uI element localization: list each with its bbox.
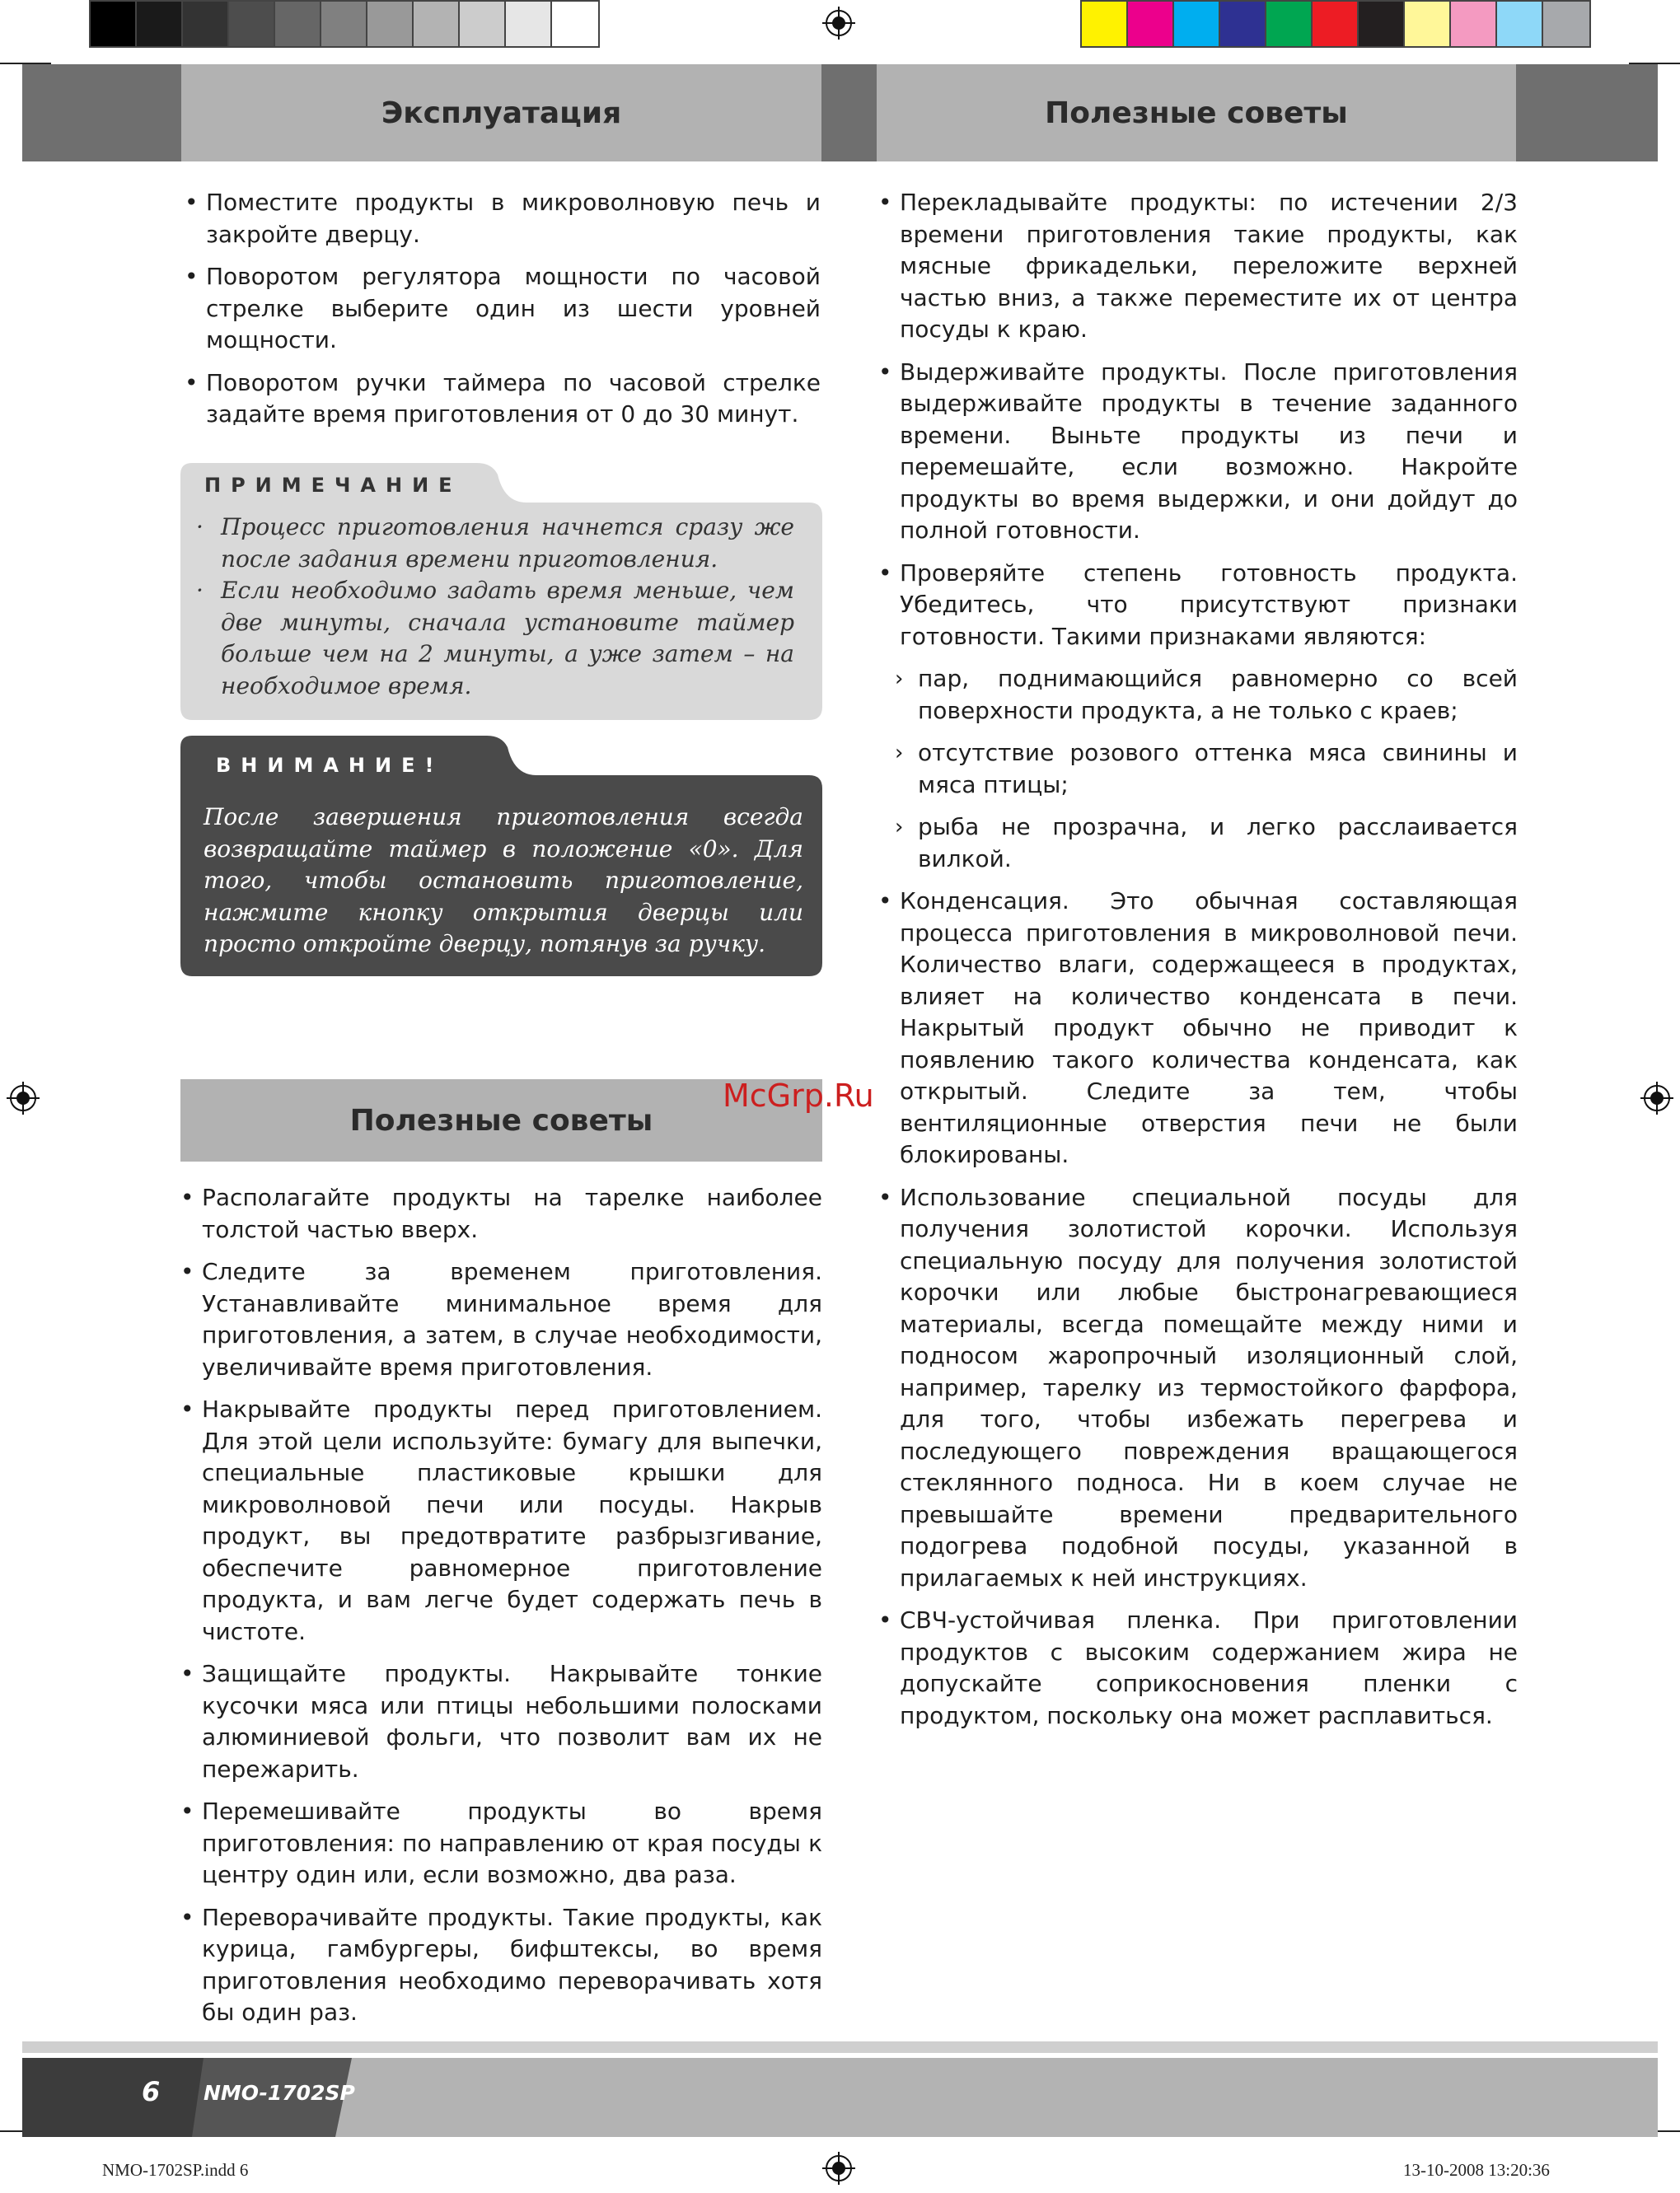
- bullet-icon: •: [878, 887, 892, 914]
- bullet-icon: ·: [196, 513, 204, 540]
- bullet-icon: •: [185, 368, 199, 396]
- color-swatch: [1266, 2, 1313, 46]
- bullet-icon: •: [878, 189, 892, 216]
- list-item: • Поместите продукты в микроволновую печь и закройте дверцу.: [185, 189, 821, 248]
- bullet-icon: •: [878, 1606, 892, 1634]
- color-swatch: [1313, 2, 1359, 46]
- color-swatch: [321, 2, 367, 46]
- section-title: Полезные советы: [349, 1103, 653, 1138]
- section-header-operation: [181, 64, 821, 161]
- sub-list-item: › рыба не прозрачна, и легко расслаивается вилкой.: [895, 813, 1518, 872]
- slug-date: 13-10-2008 13:20:36: [1403, 2160, 1550, 2180]
- list-item: • Защищайте продукты. Накрывайте тонкие кусочки мяса или птицы небольшими полосками алюминиевой фольги, что позволит вам их не пережарить.: [180, 1660, 822, 1783]
- bullet-icon: •: [180, 1903, 194, 1931]
- color-swatch: [552, 2, 598, 46]
- section-title: Эксплуатация: [381, 96, 622, 130]
- color-swatch: [137, 2, 183, 46]
- operation-list: [185, 187, 821, 442]
- bullet-icon: •: [180, 1184, 194, 1211]
- tips-list-left: [180, 1182, 822, 2040]
- note-item: · Процесс приготовления начнется сразу же после задания времени приготовления.: [196, 513, 794, 573]
- bullet-icon: •: [180, 1798, 194, 1825]
- color-swatch: [1082, 2, 1128, 46]
- list-item: • Располагайте продукты на тарелке наиболее толстой частью вверх.: [180, 1184, 822, 1243]
- header-band-right-edge: [1516, 64, 1658, 161]
- section-header-tips-right: [877, 64, 1516, 161]
- list-item: • Поворотом ручки таймера по часовой стрелке задайте время приготовления от 0 до 30 минут.: [185, 368, 821, 428]
- color-swatch: [460, 2, 506, 46]
- bullet-icon: •: [180, 1660, 194, 1687]
- chevron-right-icon: ›: [895, 666, 904, 691]
- grayscale-color-bar: [89, 0, 600, 48]
- sub-list-item: › пар, поднимающийся равномерно со всей поверхности продукта, а не только с краев;: [895, 665, 1518, 724]
- note-title: ПРИМЕЧАНИЕ: [204, 474, 462, 497]
- color-swatch: [229, 2, 275, 46]
- color-swatch: [1543, 2, 1589, 46]
- list-item: • Перекладывайте продукты: по истечении 2/3 времени приготовления такие продукты, как мясные фрикадельки, переложите верхней частью вниз, а также переместите их от центра посуды к краю.: [878, 189, 1518, 343]
- color-swatch: [1220, 2, 1266, 46]
- list-item: • Следите за временем приготовления. Устанавливайте минимальное время для приготовления, а затем, в случае необходимости, увеличивайте время приготовления.: [180, 1258, 822, 1381]
- bullet-icon: •: [180, 1396, 194, 1423]
- color-swatch: [183, 2, 229, 46]
- bullet-icon: ·: [196, 577, 204, 604]
- warning-title: ВНИМАНИЕ!: [216, 754, 444, 777]
- bullet-icon: •: [180, 1258, 194, 1285]
- tips-list-right: [878, 187, 1518, 1742]
- bullet-icon: •: [878, 1183, 892, 1211]
- bullet-icon: •: [878, 559, 892, 587]
- sub-list-item: › отсутствие розового оттенка мяса свинины и мяса птицы;: [895, 739, 1518, 798]
- model-name: NMO-1702SP: [204, 2081, 355, 2105]
- color-swatch: [91, 2, 137, 46]
- page-number: 6: [142, 2076, 161, 2107]
- color-swatch: [1451, 2, 1497, 46]
- color-swatch: [367, 2, 414, 46]
- list-item: • Накрывайте продукты перед приготовлением. Для этой цели используйте: бумагу для выпечки, специальные пластиковые крышки для микроволновой печи или посуды. Накрыв продукт, вы предотвратите разбрызгивание, обеспечите равномерное приготовление продукта, и вам легче будет содержать печь в чистоте.: [180, 1396, 822, 1645]
- chevron-right-icon: ›: [895, 815, 904, 839]
- registration-mark-icon: [1640, 1082, 1673, 1115]
- color-swatch: [275, 2, 321, 46]
- list-item: • Проверяйте степень готовность продукта. Убедитесь, что присутствуют признаки готовности. Такими признаками являются:: [878, 559, 1518, 650]
- color-swatch: [1174, 2, 1220, 46]
- list-item: • Переворачивайте продукты. Такие продукты, как курица, гамбургеры, бифштексы, во время приготовления необходимо переворачивать хотя бы один раз.: [180, 1903, 822, 2026]
- registration-mark-icon: [7, 1082, 40, 1115]
- color-swatch: [506, 2, 552, 46]
- header-band-center-divider: [821, 64, 877, 161]
- header-band-left-edge: [22, 64, 181, 161]
- color-swatch: [1405, 2, 1451, 46]
- process-color-bar: [1080, 0, 1591, 48]
- list-item: • Перемешивайте продукты во время приготовления: по направлению от края посуды к центру один или, если возможно, два раза.: [180, 1798, 822, 1888]
- registration-mark-icon: [822, 7, 855, 40]
- color-swatch: [1128, 2, 1174, 46]
- bullet-icon: •: [878, 358, 892, 386]
- footer-rule: [22, 2041, 1658, 2053]
- list-item: • Использование специальной посуды для получения золотистой корочки. Используя специальную посуду для получения золотистой корочки или любые быстронагревающиеся материалы, всегда помещайте между ними и подносом жаропрочный изоляционный слой, например, тарелку из термостойкого фарфора, для того, чтобы избежать перегрева и последующего повреждения вращающегося стеклянного подноса. Ни в коем случае не превышайте времени предварительного подогрева подобной посуды, указанной в прилагаемых к ней инструкциях.: [878, 1183, 1518, 1592]
- note-item: · Если необходимо задать время меньше, чем две минуты, сначала установите таймер больше чем на 2 минуты, а уже затем – на необходимое время.: [196, 577, 794, 699]
- color-swatch: [414, 2, 460, 46]
- bullet-icon: •: [185, 189, 199, 216]
- color-swatch: [1497, 2, 1543, 46]
- section-title: Полезные советы: [1045, 96, 1348, 130]
- list-item: • СВЧ-устойчивая пленка. При приготовлении продуктов с высоким содержанием жира не допускайте соприкосновения пленки с продуктом, поскольку она может расплавиться.: [878, 1606, 1518, 1729]
- registration-mark-icon: [822, 2152, 855, 2185]
- watermark: McGrp.Ru: [723, 1078, 874, 1114]
- list-item: • Конденсация. Это обычная составляющая процесса приготовления в микроволновой печи. Количество влаги, содержащееся в продуктах, влияет на количество конденсата в печи. Накрытый продукт обычно не приводит к появлению такого количества конденсата, как открытый. Следите за тем, чтобы вентиляционные отверстия печи не были блокированы.: [878, 887, 1518, 1168]
- warning-text: После завершения приготовления всегда возвращайте таймер в положение «0». Для того, чтобы остановить приготовление, нажмите кнопку открытия дверцы или просто откройте дверцу, потянув за ручку.: [204, 803, 803, 957]
- note-text: [196, 512, 794, 702]
- slug-file: NMO-1702SP.indd 6: [102, 2160, 249, 2180]
- bullet-icon: •: [185, 263, 199, 290]
- list-item: • Поворотом регулятора мощности по часовой стрелке выберите один из шести уровней мощности.: [185, 263, 821, 353]
- chevron-right-icon: ›: [895, 741, 904, 765]
- color-swatch: [1359, 2, 1405, 46]
- list-item: • Выдерживайте продукты. После приготовления выдерживайте продукты в течение заданного времени. Выньте продукты из печи и перемешайте, если возможно. Накройте продукты во время выдержки, и они дойдут до полной готовности.: [878, 358, 1518, 544]
